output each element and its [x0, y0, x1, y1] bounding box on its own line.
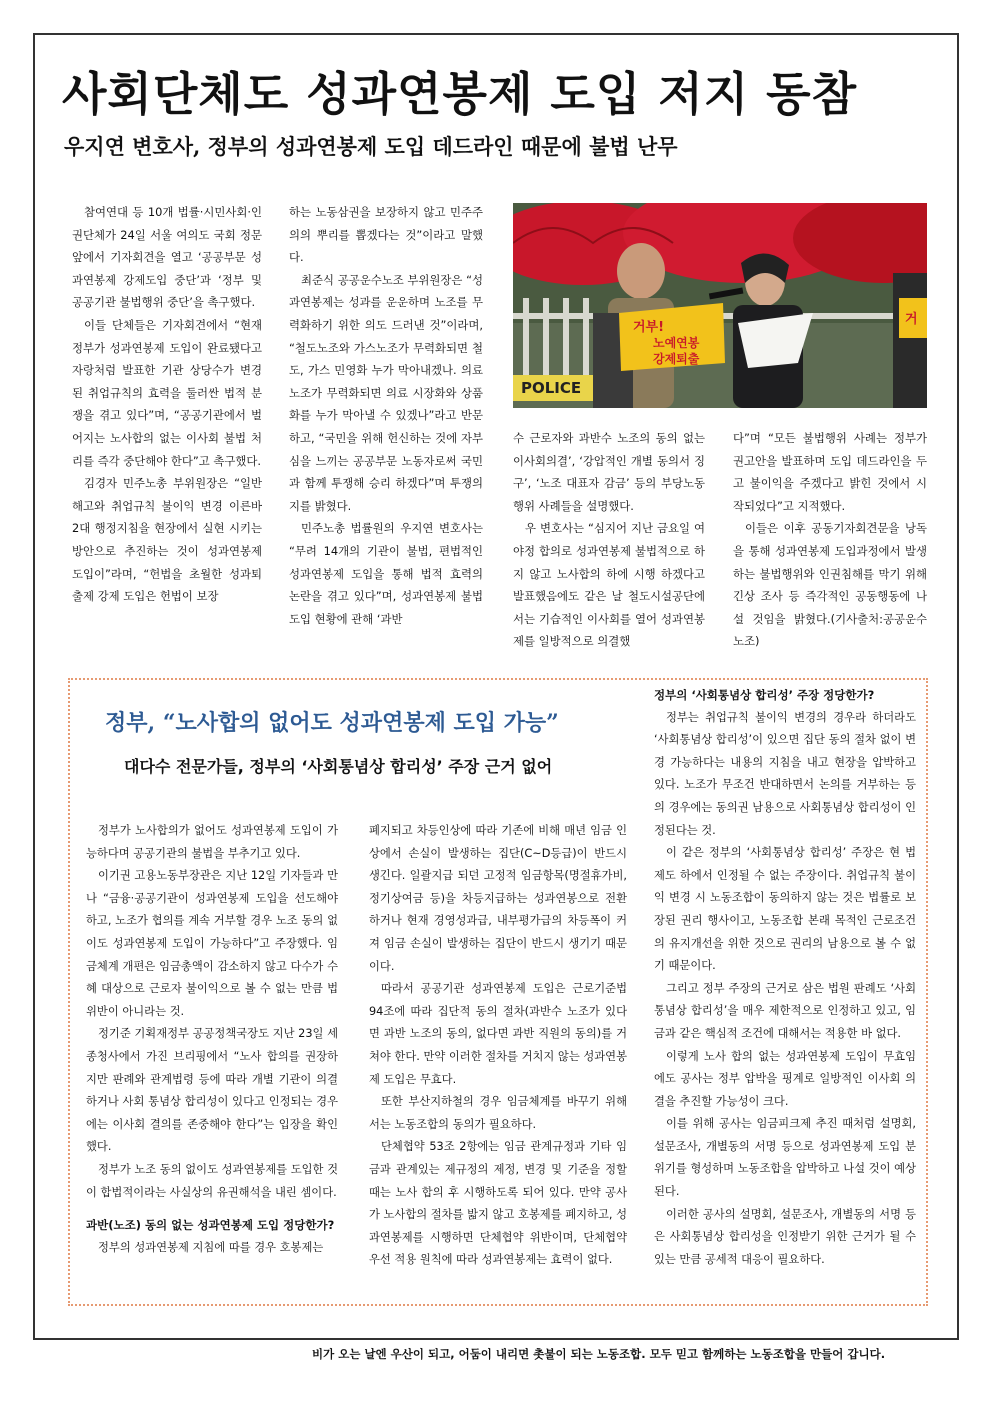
footer-slogan: 비가 오는 날엔 우산이 되고, 어둠이 내리면 촛불이 되는 노동조합. 모두 믿고 함께하는 노동조합을 만들어 갑니다.: [312, 1347, 886, 1361]
sign-text: 노예연봉: [653, 336, 700, 350]
paragraph: 단체협약 53조 2항에는 임금 관계규정과 기타 임금과 관계있는 제규정의 제정, 변경 및 기준을 정할 때는 노사 합의 후 시행하도록 되어 있다. 만약 공사가 노사합의 절차를 밟지 않고 호봉제를 폐지하고, 성과연봉제를 시행하면 단체협약 위반이며, 단체협약 우선 적용 원칙에 따라 성과연봉제는 효력이 없다.: [369, 1140, 627, 1267]
article-column-4: [733, 427, 927, 653]
photo-illustration: [513, 203, 927, 408]
paragraph: 이기권 고용노동부장관은 지난 12일 기자들과 만나 “금융·공공기관이 성과연봉제 도입을 선도해야 하고, 노조가 협의를 계속 거부할 경우 노조 동의 없이도 성과연봉제 도입이 가능하다”고 주장했다. 임금체계 개편은 임금총액이 감소하지 않고 다수가 수혜 대상으로 근로자 불이익으로 볼 수 없는 만큼 법 위반이 아니라는 것.: [86, 869, 338, 1018]
sign-text: 강제퇴출: [653, 352, 700, 366]
box-title: 정부, “노사합의 없어도 성과연봉제 도입 가능”: [105, 710, 559, 736]
paragraph: 정기준 기획재정부 공공정책국장도 지난 23일 세종청사에서 가진 브리핑에서 “노사 합의를 권장하지만 판례와 관계법령 등에 따라 개별 기관이 의결하거나 사회 통념상 합리성이 있다고 인정되는 경우에는 이사회 결의를 존중해야 한다”는 입장을 확인했다.: [86, 1027, 338, 1154]
press-conference-photo: [513, 203, 927, 408]
subheadline: 우지연 변호사, 정부의 성과연봉제 도입 데드라인 때문에 불법 난무: [64, 134, 678, 159]
box-subtitle: 대다수 전문가들, 정부의 ‘사회통념상 합리성’ 주장 근거 없어: [124, 757, 553, 776]
headline: 사회단체도 성과연봉제 도입 저지 동참: [62, 67, 858, 121]
paragraph: 정부가 노사합의가 없어도 성과연봉제 도입이 가능하다며 공공기관의 불법을 부추기고 있다.: [86, 824, 338, 860]
paragraph: 하는 노동삼권을 보장하지 않고 민주주의의 뿌리를 뽑겠다는 것”이라고 말했다.: [289, 205, 483, 265]
article-column-1: [72, 201, 262, 608]
paragraph: 수 근로자와 과반수 노조의 동의 없는 이사회의결’, ‘강압적인 개별 동의서 징구’, ‘노조 대표자 감금’ 등의 부당노동행위 사례들을 설명했다.: [513, 431, 705, 513]
paragraph: 우 변호사는 “심지어 지난 금요일 여야정 합의로 성과연봉제 불법적으로 하지 않고 노사합의 하에 시행 하겠다고 발표했음에도 같은 날 철도시설공단에서는 기습적인 이사회를 열어 성과연봉제를 일방적으로 의결했: [513, 521, 705, 649]
sign-text: 거부!: [633, 320, 665, 335]
box-column-2: [369, 820, 627, 1272]
paragraph: 참여연대 등 10개 법률·시민사회·인권단체가 24일 서울 여의도 국회 정문 앞에서 기자회견을 열고 ‘공공부문 성과연봉제 강제도입 중단’과 ‘정부 및 공공기관 불법행위 중단’을 촉구했다.: [72, 205, 262, 310]
section-heading: 정부의 ‘사회통념상 합리성’ 주장 정당한가?: [654, 688, 875, 702]
paragraph: 민주노총 법률원의 우지연 변호사는 “무려 14개의 기관이 불법, 편법적인 성과연봉제 도입을 통해 법적 효력의 논란을 겪고 있다”며, 성과연봉제 불법 도입 현황에 관해 ‘과반: [289, 521, 483, 626]
paragraph: 이렇게 노사 합의 없는 성과연봉제 도입이 무효임에도 공사는 정부 압박을 핑계로 일방적인 이사회 의결을 추진할 가능성이 크다.: [654, 1049, 916, 1108]
paragraph: 또한 부산지하철의 경우 임금체계를 바꾸기 위해서는 노동조합의 동의가 필요하다.: [369, 1095, 627, 1131]
paragraph: 폐지되고 차등인상에 따라 기존에 비해 매년 임금 인상에서 손실이 발생하는 집단(C~D등급)이 반드시 생긴다. 일괄지급 되던 고정적 임금항목(명절휴가비, 정기상여금 등)을 차등지급하는 성과연봉으로 전환하거나 현재 경영성과급, 내부평가급의 차등폭이 커져 임금 손실이 발생하는 집단이 반드시 생기기 때문이다.: [369, 824, 627, 973]
police-tape-text: POLICE: [521, 379, 582, 397]
box-column-1: [86, 820, 338, 1259]
article-column-3: [513, 427, 705, 653]
paragraph: 그리고 정부 주장의 근거로 삼은 법원 판례도 ‘사회통념상 합리성’을 매우 제한적으로 인정하고 있고, 임금과 같은 핵심적 조건에 대해서는 적용한 바 없다.: [654, 981, 916, 1040]
paragraph: 따라서 공공기관 성과연봉제 도입은 근로기준법 94조에 따라 집단적 동의 절차(과반수 노조가 있다면 과반 노조의 동의, 없다면 과반 직원의 동의)를 거쳐야 한다. 만약 이러한 절차를 거치지 않는 성과연봉제 도입은 무효다.: [369, 982, 627, 1086]
paragraph: 이 같은 정부의 ‘사회통념상 합리성’ 주장은 현 법 제도 하에서 인정될 수 없는 주장이다. 취업규칙 불이익 변경 시 노동조합이 동의하지 않는 것은 법률로 보장된 권리 행사이고, 노동조합 본래 목적인 근로조건의 유지개선을 위한 것으로 권리의 남용으로 볼 수 없기 때문이다.: [654, 846, 916, 973]
paragraph: 김경자 민주노총 부위원장은 “일반해고와 취업규칙 불이익 변경 이른바 2대 행정지침을 현장에서 실현 시키는 방안으로 추진하는 것이 성과연봉제 도입이”라며, “헌법을 초월한 성과퇴출제 강제 도입은 헌법이 보장: [72, 476, 262, 604]
section-heading: 과반(노조) 동의 없는 성과연봉제 도입 정당한가?: [86, 1218, 335, 1233]
paragraph: 정부는 취업규칙 불이익 변경의 경우라 하더라도 ‘사회통념상 합리성’이 있으면 집단 동의 절차 없이 변경 가능하다는 내용의 지침을 내고 현장을 압박하고 있다. 노조가 무조건 반대하면서 논의를 거부하는 등의 경우에는 동의권 남용으로 사회통념상 합리성이 인정된다는 것.: [654, 710, 916, 837]
sign-text: 거: [905, 312, 918, 327]
paragraph: 이들 단체들은 기자회견에서 “현재 정부가 성과연봉제 도입이 완료됐다고 자랑처럼 발표한 기관 상당수가 변경된 취업규칙의 효력을 둘러싼 법적 분쟁을 겪고 있다”며, “공공기관에서 벌어지는 노사합의 없는 이사회 불법 처리를 즉각 중단해야 한다”고 촉구했다.: [72, 317, 262, 468]
paragraph: 이를 위해 공사는 임금피크제 추진 때처럼 설명회, 설문조사, 개별동의 서명 등으로 성과연봉제 도입 분위기를 형성하며 노동조합을 압박하고 나설 것이 예상된다.: [654, 1117, 916, 1199]
article-column-2: [289, 201, 483, 630]
paragraph: 정부의 성과연봉제 지침에 따를 경우 호봉제는: [98, 1240, 324, 1254]
paragraph: 이러한 공사의 설명회, 설문조사, 개별동의 서명 등은 사회통념상 합리성을 인정받기 위한 근거가 될 수 있는 만큼 공세적 대응이 필요하다.: [654, 1207, 916, 1266]
paragraph: 정부가 노조 동의 없이도 성과연봉제를 도입한 것이 합법적이라는 사실상의 유권해석을 내린 셈이다.: [86, 1162, 338, 1199]
paragraph: 최준식 공공운수노조 부위원장은 “성과연봉제는 성과를 운운하며 노조를 무력화하기 위한 의도 드러낸 것”이라며, “철도노조와 가스노조가 무력화되면 철도, 가스 민영화 누가 막아내겠나. 의료노조가 무력화되면 의료 시장화와 상품화를 누가 막아낼 수 있겠나”라고 반문하고, “국민을 위해 헌신하는 것에 자부심을 느끼는 공공부문 노동자로써 국민과 함께 투쟁해 승리 하겠다”며 투쟁의지를 밝혔다.: [289, 272, 483, 513]
paragraph: 다”며 “모든 불법행위 사례는 정부가 권고안을 발표하며 도입 데드라인을 두고 불이익을 주겠다고 밝힌 것에서 시작되었다”고 지적했다.: [733, 431, 927, 513]
paragraph: 이들은 이후 공동기자회견문을 낭독을 통해 성과연봉제 도입과정에서 발생하는 불법행위와 인권침해를 막기 위해 긴상 조사 등 즉각적인 공동행동에 나설 것임을 밝혔다.(기사출처:공공운수노조): [733, 521, 927, 649]
box-column-3: [654, 684, 916, 1271]
